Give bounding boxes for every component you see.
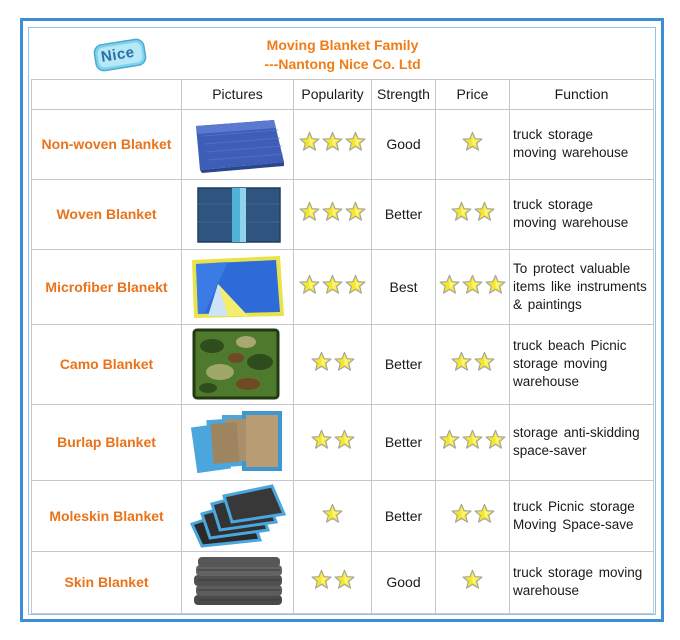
burlap-pads-icon [188,407,288,477]
star-icon [474,503,495,524]
function-line: storage moving [513,356,608,371]
star-icon [451,503,472,524]
star-icon [311,351,332,372]
strength-cell: Better [372,404,436,480]
header-popularity: Popularity [294,79,372,109]
table-row [32,109,654,179]
function-cell [510,109,654,179]
function-line: moving warehouse [513,145,629,160]
blanket-name: Woven Blanket [32,179,182,249]
star-icon [299,274,320,295]
table-row [32,404,654,480]
star-icon [345,131,366,152]
star-icon [322,201,343,222]
blanket-name: Microfiber Blanekt [32,249,182,324]
star-icon [439,429,460,450]
blanket-comparison-table [31,31,654,614]
camo-blanket-icon [190,328,286,400]
star-icon [299,131,320,152]
price-stars [462,569,483,590]
popularity-cell [294,551,372,613]
price-cell [436,179,510,249]
blanket-name: Moleskin Blanket [32,480,182,551]
function-line: space-saver [513,443,587,458]
price-stars [451,503,495,524]
blanket-name: Non-woven Blanket [32,109,182,179]
popularity-stars [322,503,343,524]
table-row [32,480,654,551]
price-stars [451,201,495,222]
star-icon [474,351,495,372]
title-line-1: Moving Blanket Family [266,36,419,53]
star-icon [322,274,343,295]
star-icon [485,274,506,295]
function-line: moving warehouse [513,215,629,230]
table-row [32,249,654,324]
star-icon [311,429,332,450]
folded-navy-blanket-icon [188,184,288,244]
star-icon [334,569,355,590]
header-blank [32,79,182,109]
logo-text: Nice [99,43,136,66]
function-line: truck storage [513,197,594,212]
strength-cell: Better [372,480,436,551]
star-icon [462,131,483,152]
header-pictures: Pictures [182,79,294,109]
star-icon [474,201,495,222]
star-icon [322,503,343,524]
popularity-stars [299,274,366,295]
popularity-cell [294,109,372,179]
function-line: warehouse [513,374,580,389]
star-icon [345,201,366,222]
star-icon [462,569,483,590]
popularity-cell [294,480,372,551]
star-icon [334,351,355,372]
function-line: Moving Space-save [513,516,634,532]
blanket-name: Camo Blanket [32,324,182,404]
strength-cell: Good [372,551,436,613]
table-row [32,551,654,613]
title-line-2: ---Nantong Nice Co. Ltd [264,55,421,72]
function-line: items like instruments [513,278,647,294]
strength-cell: Better [372,179,436,249]
star-icon [485,429,506,450]
header-strength: Strength [372,79,436,109]
strength-cell: Good [372,109,436,179]
price-stars [439,274,506,295]
price-cell [436,404,510,480]
picture-cell [182,109,294,179]
function-line: storage anti-skidding [513,425,640,440]
picture-cell [182,551,294,613]
header-price: Price [436,79,510,109]
star-icon [299,201,320,222]
star-icon [451,351,472,372]
title-cell [32,31,654,79]
table-row [32,179,654,249]
star-icon [439,274,460,295]
price-cell [436,249,510,324]
star-icon [311,569,332,590]
function-line: truck beach Picnic [513,338,627,353]
popularity-stars [311,569,355,590]
function-line: truck storage [513,127,594,142]
function-line: truck Picnic storage [513,498,635,514]
function-cell [510,179,654,249]
function-cell [510,249,654,324]
header-function: Function [510,79,654,109]
folded-blue-blanket-icon [188,114,288,174]
grey-blanket-stack-icon [188,555,288,609]
price-cell [436,109,510,179]
price-stars [439,429,506,450]
function-line: warehouse [513,583,580,598]
function-cell [510,324,654,404]
table-row [32,324,654,404]
price-cell [436,324,510,404]
star-icon [334,429,355,450]
blue-yellow-blanket-icon [188,254,288,320]
strength-cell: Better [372,324,436,404]
star-icon [345,274,366,295]
function-line: To protect valuable [513,260,631,276]
strength-cell: Best [372,249,436,324]
popularity-stars [311,429,355,450]
function-line: truck storage moving [513,565,643,580]
price-cell [436,480,510,551]
picture-cell [182,179,294,249]
star-icon [451,201,472,222]
picture-cell [182,249,294,324]
popularity-cell [294,324,372,404]
popularity-stars [311,351,355,372]
star-icon [322,131,343,152]
star-icon [462,429,483,450]
blanket-name: Burlap Blanket [32,404,182,480]
moleskin-pads-icon [188,484,288,548]
blanket-name: Skin Blanket [32,551,182,613]
price-cell [436,551,510,613]
price-stars [451,351,495,372]
function-line: & paintings [513,296,582,312]
popularity-stars [299,131,366,152]
function-cell [510,480,654,551]
price-stars [462,131,483,152]
star-icon [462,274,483,295]
popularity-cell [294,404,372,480]
picture-cell [182,404,294,480]
picture-cell [182,324,294,404]
function-cell [510,404,654,480]
popularity-cell [294,249,372,324]
popularity-cell [294,179,372,249]
picture-cell [182,480,294,551]
popularity-stars [299,201,366,222]
function-cell [510,551,654,613]
